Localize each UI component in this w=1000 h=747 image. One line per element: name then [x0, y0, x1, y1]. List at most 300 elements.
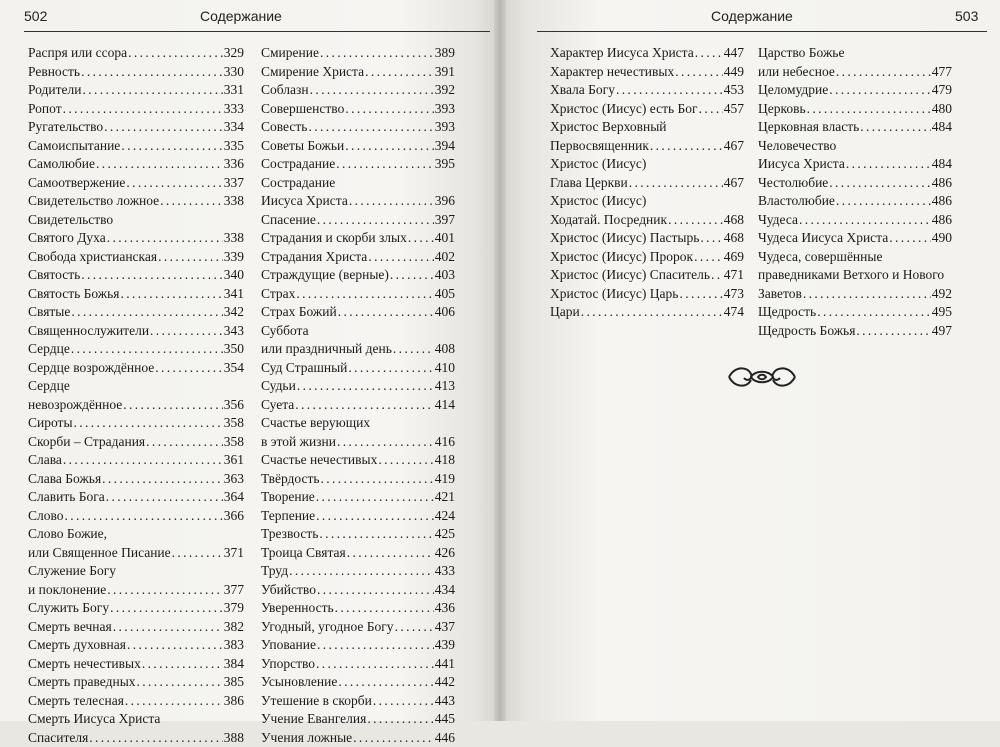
left-header-rule — [24, 31, 490, 32]
toc-leader-dots — [289, 562, 434, 581]
toc-entry-title: Ругательство — [28, 118, 103, 137]
toc-entry-page: 383 — [224, 636, 244, 655]
toc-entry — [28, 636, 244, 655]
toc-entry — [261, 618, 455, 637]
toc-entry-page: 394 — [435, 137, 455, 156]
toc-leader-dots — [337, 433, 434, 452]
toc-entry — [261, 266, 455, 285]
toc-leader-dots — [81, 266, 222, 285]
toc-entry-title: Суета — [261, 396, 294, 415]
toc-entry — [28, 433, 244, 452]
toc-leader-dots — [829, 81, 931, 100]
toc-entry — [550, 229, 744, 248]
toc-entry-page: 490 — [932, 229, 952, 248]
toc-entry-title: Распря или ссора — [28, 44, 127, 63]
toc-entry-page: 330 — [224, 63, 244, 82]
toc-entry — [758, 81, 952, 100]
toc-entry-page: 402 — [435, 248, 455, 267]
toc-leader-dots — [846, 155, 931, 174]
toc-entry — [28, 100, 244, 119]
toc-entry-title: Церковь — [758, 100, 806, 119]
toc-entry-title: Усыновление — [261, 673, 337, 692]
ornament-icon — [725, 362, 799, 392]
toc-entry — [28, 507, 244, 526]
toc-entry-title: Святость Божья — [28, 285, 120, 304]
toc-entry-page: 413 — [435, 377, 455, 396]
right-page-title: Содержание — [711, 8, 793, 24]
toc-entry-title: Христос (Иисус) Спаситель — [550, 266, 710, 285]
toc-entry-page: 467 — [724, 137, 744, 156]
toc-entry-title: Упование — [261, 636, 316, 655]
toc-entry — [261, 303, 455, 322]
toc-entry — [261, 285, 455, 304]
toc-entry-title: Христос (Иисус) Пророк — [550, 248, 693, 267]
toc-leader-dots — [172, 544, 223, 563]
toc-leader-dots — [836, 192, 931, 211]
toc-entry-title: Священнослужители — [28, 322, 149, 341]
toc-entry-page: 379 — [224, 599, 244, 618]
toc-entry — [758, 174, 952, 193]
toc-entry-page: 343 — [224, 322, 244, 341]
toc-entry — [261, 63, 455, 82]
toc-entry-title: Цари — [550, 303, 580, 322]
toc-leader-dots — [799, 211, 931, 230]
toc-entry-page: 434 — [435, 581, 455, 600]
toc-entry — [261, 118, 455, 137]
toc-leader-dots — [158, 248, 223, 267]
toc-leader-dots — [581, 303, 723, 322]
toc-entry-title: Совершенство — [261, 100, 344, 119]
toc-entry-title: Страх — [261, 285, 295, 304]
toc-entry — [261, 599, 455, 618]
toc-entry-page: 442 — [435, 673, 455, 692]
toc-entry — [550, 81, 744, 100]
toc-entry-page: 414 — [435, 396, 455, 415]
toc-entry — [28, 340, 244, 359]
toc-entry-title: Христос Верховный — [550, 118, 744, 137]
toc-entry — [758, 192, 952, 211]
toc-entry-page: 350 — [224, 340, 244, 359]
toc-entry-page: 401 — [435, 229, 455, 248]
toc-entry-title: Щедрость Божья — [758, 322, 855, 341]
toc-leader-dots — [317, 211, 434, 230]
toc-entry — [261, 710, 455, 729]
toc-entry-title: Спасителя — [28, 729, 88, 747]
toc-entry-title: Сердце — [28, 340, 70, 359]
toc-entry-title: или Священное Писание — [28, 544, 171, 563]
toc-leader-dots — [711, 266, 723, 285]
toc-leader-dots — [349, 192, 434, 211]
toc-entry-title: Слава Божья — [28, 470, 101, 489]
toc-entry-title: Спасение — [261, 211, 316, 230]
toc-entry — [28, 655, 244, 674]
toc-entry — [261, 655, 455, 674]
toc-leader-dots — [889, 229, 931, 248]
toc-leader-dots — [348, 359, 433, 378]
toc-entry — [261, 470, 455, 489]
toc-leader-dots — [316, 655, 434, 674]
left-page — [0, 0, 497, 721]
toc-entry — [28, 470, 244, 489]
toc-leader-dots — [150, 322, 223, 341]
right-column-2 — [758, 44, 952, 340]
toc-entry — [28, 155, 244, 174]
toc-entry-page: 335 — [224, 137, 244, 156]
toc-entry-page: 410 — [435, 359, 455, 378]
toc-leader-dots — [297, 377, 434, 396]
toc-entry — [261, 100, 455, 119]
toc-leader-dots — [128, 44, 223, 63]
toc-entry — [261, 81, 455, 100]
toc-entry-page: 386 — [224, 692, 244, 711]
toc-entry-title: Смирение — [261, 44, 319, 63]
toc-entry-title: Сострадание — [261, 155, 335, 174]
toc-entry-title: Честолюбие — [758, 174, 828, 193]
toc-entry — [550, 100, 744, 119]
toc-leader-dots — [336, 155, 434, 174]
toc-entry-title: Целомудрие — [758, 81, 828, 100]
toc-leader-dots — [316, 488, 434, 507]
toc-entry — [28, 414, 244, 433]
toc-entry-title: или небесное — [758, 63, 835, 82]
toc-entry-title: Ревность — [28, 63, 80, 82]
toc-entry — [28, 396, 244, 415]
toc-entry-title: Убийство — [261, 581, 316, 600]
toc-entry — [550, 266, 744, 285]
toc-entry — [261, 433, 455, 452]
toc-entry-page: 439 — [435, 636, 455, 655]
toc-entry-page: 497 — [932, 322, 952, 341]
toc-entry-page: 495 — [932, 303, 952, 322]
toc-entry-page: 333 — [224, 100, 244, 119]
toc-entry-title: Христос (Иисус) Царь — [550, 285, 678, 304]
toc-leader-dots — [679, 285, 722, 304]
toc-entry — [261, 488, 455, 507]
toc-entry-page: 384 — [224, 655, 244, 674]
toc-entry-page: 471 — [724, 266, 744, 285]
toc-leader-dots — [74, 414, 223, 433]
toc-entry-title: Творение — [261, 488, 315, 507]
toc-entry-title: Учение Евангелия — [261, 710, 366, 729]
toc-entry-title: Счастье нечестивых — [261, 451, 377, 470]
toc-entry-page: 425 — [435, 525, 455, 544]
toc-entry-title: Смерть вечная — [28, 618, 112, 637]
toc-leader-dots — [317, 636, 434, 655]
toc-entry-page: 361 — [224, 451, 244, 470]
toc-leader-dots — [616, 81, 723, 100]
toc-leader-dots — [106, 488, 223, 507]
toc-entry — [28, 673, 244, 692]
toc-entry — [28, 248, 244, 267]
toc-entry-page: 437 — [435, 618, 455, 637]
toc-entry-page: 443 — [435, 692, 455, 711]
toc-leader-dots — [807, 100, 931, 119]
toc-entry-title: Свобода христианская — [28, 248, 157, 267]
toc-entry-title: Святые — [28, 303, 70, 322]
toc-entry-title: Смирение Христа — [261, 63, 364, 82]
toc-leader-dots — [319, 525, 433, 544]
toc-entry-page: 421 — [435, 488, 455, 507]
toc-entry — [28, 488, 244, 507]
toc-leader-dots — [650, 137, 723, 156]
toc-leader-dots — [367, 710, 433, 729]
toc-entry-page: 337 — [224, 174, 244, 193]
toc-entry-page: 479 — [932, 81, 952, 100]
toc-entry-title: Человечество — [758, 137, 952, 156]
toc-entry — [758, 155, 952, 174]
toc-entry-page: 356 — [224, 396, 244, 415]
toc-entry-title: Характер нечестивых — [550, 63, 674, 82]
toc-leader-dots — [668, 211, 723, 230]
toc-entry-title: Родители — [28, 81, 81, 100]
toc-entry-page: 426 — [435, 544, 455, 563]
toc-entry — [550, 174, 744, 193]
toc-leader-dots — [104, 118, 223, 137]
toc-entry-title: Иисуса Христа — [758, 155, 845, 174]
toc-entry-title: Скорби – Страдания — [28, 433, 145, 452]
toc-entry-title: Церковная власть — [758, 118, 859, 137]
toc-entry-title: Страдания и скорби злых — [261, 229, 407, 248]
toc-entry — [28, 118, 244, 137]
toc-leader-dots — [317, 581, 434, 600]
right-page-number: 503 — [955, 8, 978, 24]
toc-entry-page: 339 — [224, 248, 244, 267]
toc-entry — [758, 118, 952, 137]
toc-entry-title: Учения ложные — [261, 729, 352, 747]
toc-entry-page: 391 — [435, 63, 455, 82]
toc-entry-title: и поклонение — [28, 581, 106, 600]
toc-entry-page: 467 — [724, 174, 744, 193]
toc-entry-title: невозрождённое — [28, 396, 122, 415]
toc-entry-title: Смерть нечестивых — [28, 655, 141, 674]
toc-leader-dots — [856, 322, 930, 341]
toc-entry-page: 382 — [224, 618, 244, 637]
toc-leader-dots — [316, 507, 434, 526]
toc-entry-page: 405 — [435, 285, 455, 304]
toc-entry-page: 433 — [435, 562, 455, 581]
toc-entry-title: или праздничный день — [261, 340, 392, 359]
toc-leader-dots — [629, 174, 723, 193]
toc-leader-dots — [817, 303, 931, 322]
toc-entry — [261, 229, 455, 248]
toc-entry — [261, 192, 455, 211]
toc-leader-dots — [107, 229, 223, 248]
toc-leader-dots — [126, 174, 222, 193]
toc-entry-page: 468 — [724, 211, 744, 230]
toc-entry-page: 403 — [435, 266, 455, 285]
toc-entry-page: 358 — [224, 433, 244, 452]
toc-entry — [550, 248, 744, 267]
toc-entry-title: Смерть Иисуса Христа — [28, 710, 244, 729]
toc-entry — [758, 322, 952, 341]
toc-entry-title: Терпение — [261, 507, 315, 526]
toc-entry-page: 457 — [724, 100, 744, 119]
toc-entry-title: Служить Богу — [28, 599, 109, 618]
toc-leader-dots — [338, 673, 433, 692]
toc-entry — [261, 340, 455, 359]
toc-entry-title: Сострадание — [261, 174, 455, 193]
toc-leader-dots — [836, 63, 931, 82]
toc-entry — [261, 377, 455, 396]
toc-entry-title: Христос (Иисус) есть Бог — [550, 100, 698, 119]
toc-entry-title: Смерть праведных — [28, 673, 136, 692]
toc-leader-dots — [321, 470, 434, 489]
toc-leader-dots — [860, 118, 930, 137]
toc-entry-page: 486 — [932, 192, 952, 211]
toc-entry — [550, 44, 744, 63]
toc-entry-title: Глава Церкви — [550, 174, 628, 193]
toc-entry-page: 441 — [435, 655, 455, 674]
toc-entry-page: 389 — [435, 44, 455, 63]
toc-entry-title: в этой жизни — [261, 433, 336, 452]
toc-entry — [28, 618, 244, 637]
toc-leader-dots — [378, 451, 433, 470]
toc-entry-title: Свидетельство — [28, 211, 244, 230]
toc-entry — [261, 137, 455, 156]
toc-entry-page: 334 — [224, 118, 244, 137]
toc-entry — [758, 303, 952, 322]
toc-leader-dots — [338, 303, 434, 322]
toc-leader-dots — [353, 729, 434, 747]
toc-entry-page: 354 — [224, 359, 244, 378]
toc-entry-page: 385 — [224, 673, 244, 692]
toc-entry-title: Святость — [28, 266, 80, 285]
toc-entry-page: 364 — [224, 488, 244, 507]
toc-entry — [28, 266, 244, 285]
toc-entry-title: Троица Святая — [261, 544, 346, 563]
toc-leader-dots — [102, 470, 223, 489]
toc-entry — [28, 174, 244, 193]
toc-leader-dots — [81, 63, 223, 82]
toc-entry — [550, 303, 744, 322]
toc-entry — [28, 451, 244, 470]
toc-leader-dots — [146, 433, 223, 452]
toc-leader-dots — [320, 44, 434, 63]
toc-entry-page: 468 — [724, 229, 744, 248]
toc-entry — [758, 211, 952, 230]
toc-entry-page: 393 — [435, 100, 455, 119]
toc-entry — [261, 211, 455, 230]
book-gutter — [494, 0, 506, 721]
toc-entry-title: Трезвость — [261, 525, 318, 544]
toc-entry — [758, 229, 952, 248]
toc-entry-title: Щедрость — [758, 303, 816, 322]
toc-entry — [261, 636, 455, 655]
toc-leader-dots — [137, 673, 223, 692]
toc-entry-title: Угодный, угодное Богу — [261, 618, 394, 637]
toc-entry-page: 446 — [435, 729, 455, 747]
toc-entry-title: Характер Иисуса Христа — [550, 44, 694, 63]
toc-entry — [758, 100, 952, 119]
toc-entry-title: Слово Божие, — [28, 525, 244, 544]
toc-entry-page: 424 — [435, 507, 455, 526]
toc-entry — [28, 303, 244, 322]
toc-entry — [261, 451, 455, 470]
toc-entry — [28, 692, 244, 711]
toc-entry — [261, 544, 455, 563]
toc-entry — [261, 396, 455, 415]
toc-entry-page: 396 — [435, 192, 455, 211]
toc-entry-title: Христос (Иисус) — [550, 155, 744, 174]
left-page-title: Содержание — [200, 8, 282, 24]
toc-entry — [28, 322, 244, 341]
toc-entry-title: Уверенность — [261, 599, 334, 618]
toc-entry-page: 436 — [435, 599, 455, 618]
toc-leader-dots — [65, 507, 223, 526]
toc-entry-title: Судьи — [261, 377, 296, 396]
toc-entry — [261, 44, 455, 63]
toc-leader-dots — [310, 81, 434, 100]
toc-leader-dots — [63, 451, 223, 470]
toc-entry-page: 340 — [224, 266, 244, 285]
toc-leader-dots — [700, 229, 722, 248]
toc-leader-dots — [110, 599, 223, 618]
toc-entry — [28, 581, 244, 600]
toc-entry-page: 366 — [224, 507, 244, 526]
toc-leader-dots — [408, 229, 434, 248]
toc-entry-title: Сердце возрождённое — [28, 359, 154, 378]
toc-entry-title: Сироты — [28, 414, 73, 433]
toc-entry-title: Ходатай. Посредник — [550, 211, 667, 230]
toc-leader-dots — [803, 285, 931, 304]
toc-entry — [28, 192, 244, 211]
toc-leader-dots — [345, 100, 433, 119]
toc-entry-page: 388 — [224, 729, 244, 747]
toc-entry — [261, 581, 455, 600]
toc-leader-dots — [155, 359, 222, 378]
toc-leader-dots — [113, 618, 223, 637]
toc-entry — [261, 729, 455, 747]
toc-leader-dots — [675, 63, 723, 82]
toc-entry — [28, 359, 244, 378]
toc-entry-title: Самоотвержение — [28, 174, 125, 193]
toc-leader-dots — [365, 63, 434, 82]
toc-entry-page: 416 — [435, 433, 455, 452]
toc-entry-title: Суд Страшный — [261, 359, 347, 378]
toc-leader-dots — [71, 303, 222, 322]
toc-leader-dots — [89, 729, 222, 747]
toc-entry-page: 395 — [435, 155, 455, 174]
toc-leader-dots — [123, 396, 222, 415]
toc-entry-page: 453 — [724, 81, 744, 100]
toc-entry-page: 358 — [224, 414, 244, 433]
toc-entry-title: Царство Божье — [758, 44, 952, 63]
toc-entry-title: праведниками Ветхого и Нового — [758, 266, 952, 285]
toc-entry-title: Служение Богу — [28, 562, 244, 581]
toc-entry — [28, 544, 244, 563]
toc-leader-dots — [63, 100, 223, 119]
toc-leader-dots — [121, 285, 223, 304]
toc-entry — [261, 673, 455, 692]
toc-leader-dots — [121, 137, 222, 156]
toc-entry — [261, 248, 455, 267]
toc-entry-title: Святого Духа — [28, 229, 106, 248]
toc-entry-title: Самолюбие — [28, 155, 95, 174]
toc-leader-dots — [395, 618, 434, 637]
toc-entry-page: 477 — [932, 63, 952, 82]
toc-entry-title: Чудеса, совершённые — [758, 248, 952, 267]
toc-entry-title: Чудеса — [758, 211, 798, 230]
toc-entry — [28, 229, 244, 248]
toc-entry — [28, 137, 244, 156]
toc-entry-page: 338 — [224, 229, 244, 248]
toc-entry — [261, 507, 455, 526]
toc-entry-title: Заветов — [758, 285, 802, 304]
toc-entry-page: 484 — [932, 155, 952, 174]
toc-entry — [550, 285, 744, 304]
toc-entry-page: 331 — [224, 81, 244, 100]
toc-leader-dots — [296, 285, 433, 304]
